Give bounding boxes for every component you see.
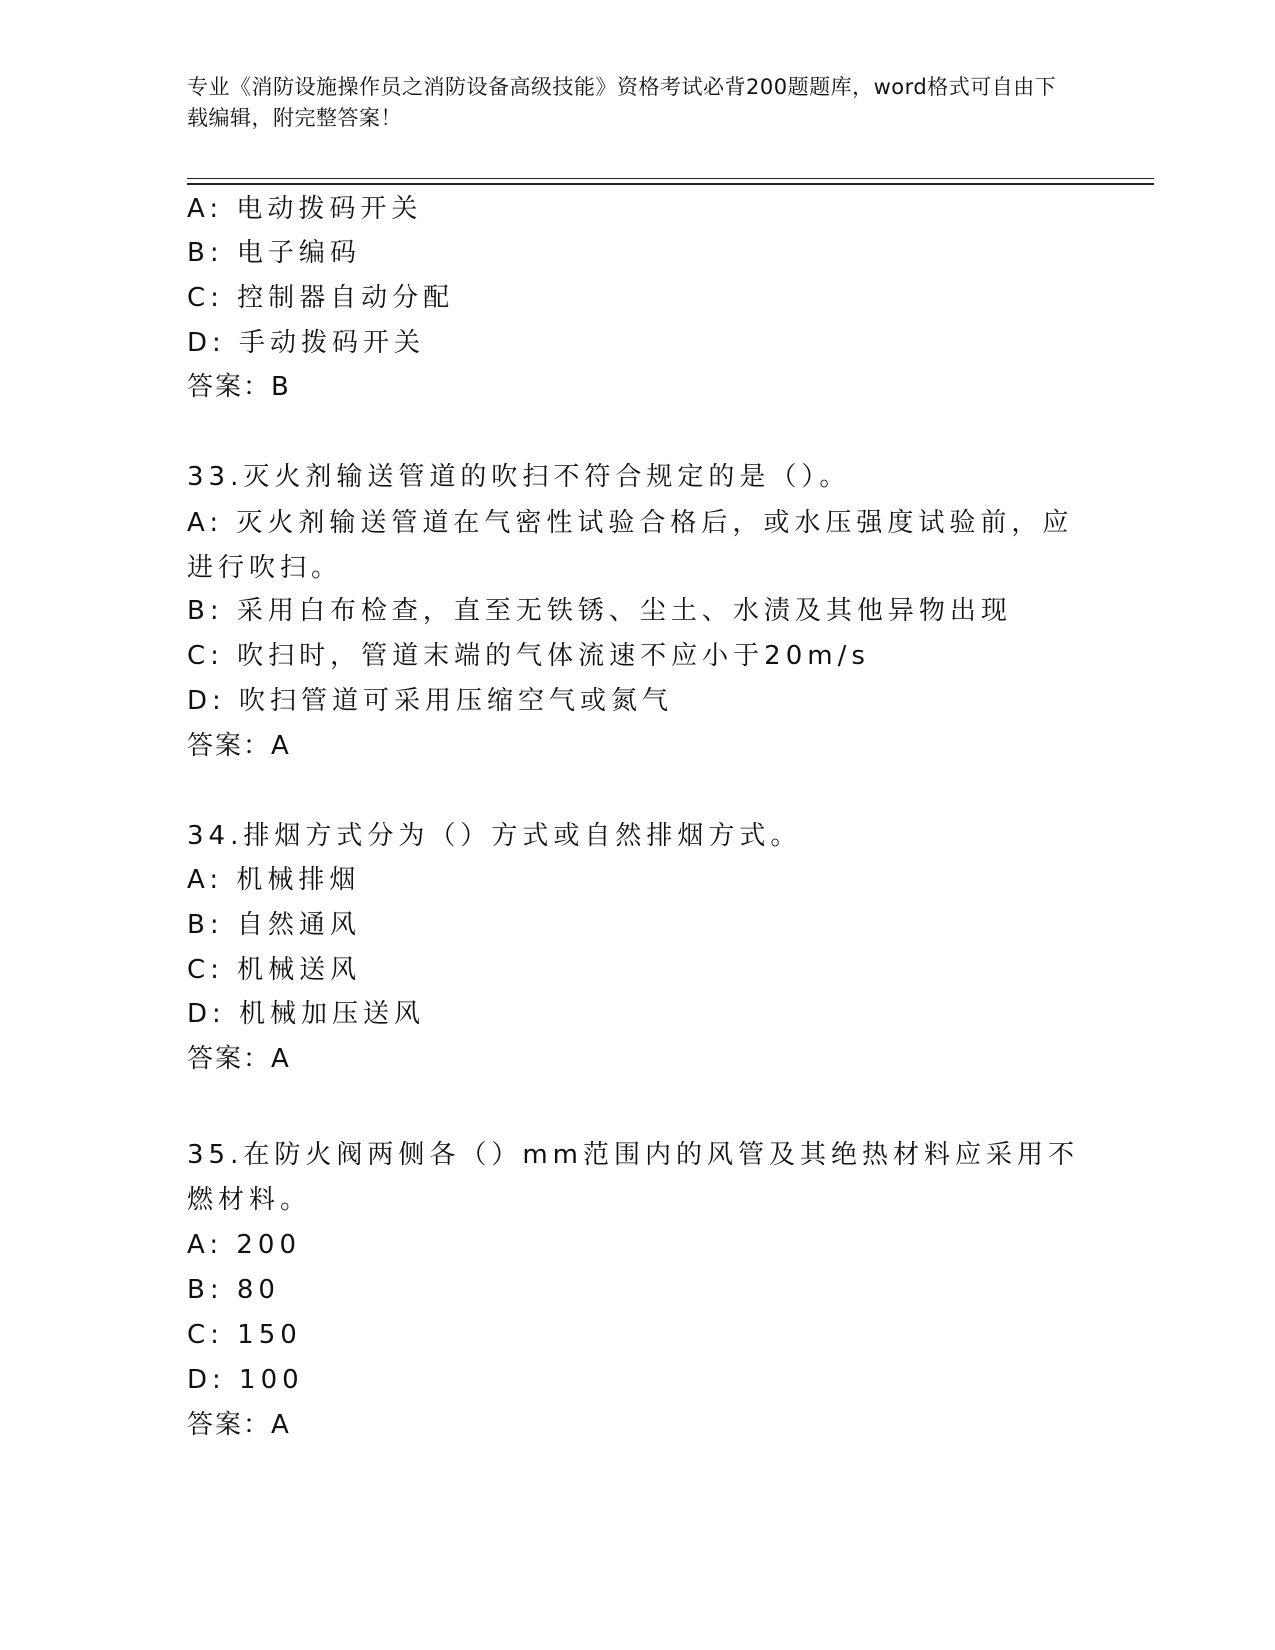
header-divider-thin — [187, 178, 1154, 179]
q33-option-c: C: 吹扫时，管道末端的气体流速不应小于20m/s — [187, 641, 870, 671]
q35-option-d: D: 100 — [187, 1365, 304, 1395]
q35-option-b: B: 80 — [187, 1275, 280, 1305]
header-divider-thick — [187, 183, 1154, 185]
document-header: 专业《消防设施操作员之消防设备高级技能》资格考试必背200题题库，word格式可自由下载编辑，附完整答案！ — [187, 75, 1057, 130]
q32-option-a: A: 电动拨码开关 — [187, 194, 423, 224]
q35-question: 35.在防火阀两侧各（）mm范围内的风管及其绝热材料应采用不燃材料。 — [187, 1140, 1080, 1215]
q33-option-b: B: 采用白布检查，直至无铁锈、尘土、水渍及其他异物出现 — [187, 596, 1012, 626]
q32-option-b: B: 电子编码 — [187, 238, 361, 268]
q34-option-a: A: 机械排烟 — [187, 865, 361, 895]
q32-answer: 答案：B — [187, 372, 291, 402]
q32-option-d: D: 手动拨码开关 — [187, 328, 426, 358]
q33-option-d: D: 吹扫管道可采用压缩空气或氮气 — [187, 686, 674, 716]
q34-option-c: C: 机械送风 — [187, 955, 362, 985]
q34-answer: 答案：A — [187, 1044, 291, 1074]
q33-option-a: A: 灭火剂输送管道在气密性试验合格后，或水压强度试验前，应进行吹扫。 — [187, 508, 1074, 583]
q35-option-c: C: 150 — [187, 1320, 302, 1350]
q35-answer: 答案：A — [187, 1410, 291, 1440]
q32-option-c: C: 控制器自动分配 — [187, 283, 455, 313]
q33-question: 33.灭火剂输送管道的吹扫不符合规定的是（）。 — [187, 462, 851, 492]
q34-option-b: B: 自然通风 — [187, 910, 361, 940]
q35-option-a: A: 200 — [187, 1230, 301, 1260]
q34-option-d: D: 机械加压送风 — [187, 999, 426, 1029]
q34-question: 34.排烟方式分为（）方式或自然排烟方式。 — [187, 821, 802, 851]
q33-answer: 答案：A — [187, 731, 291, 761]
